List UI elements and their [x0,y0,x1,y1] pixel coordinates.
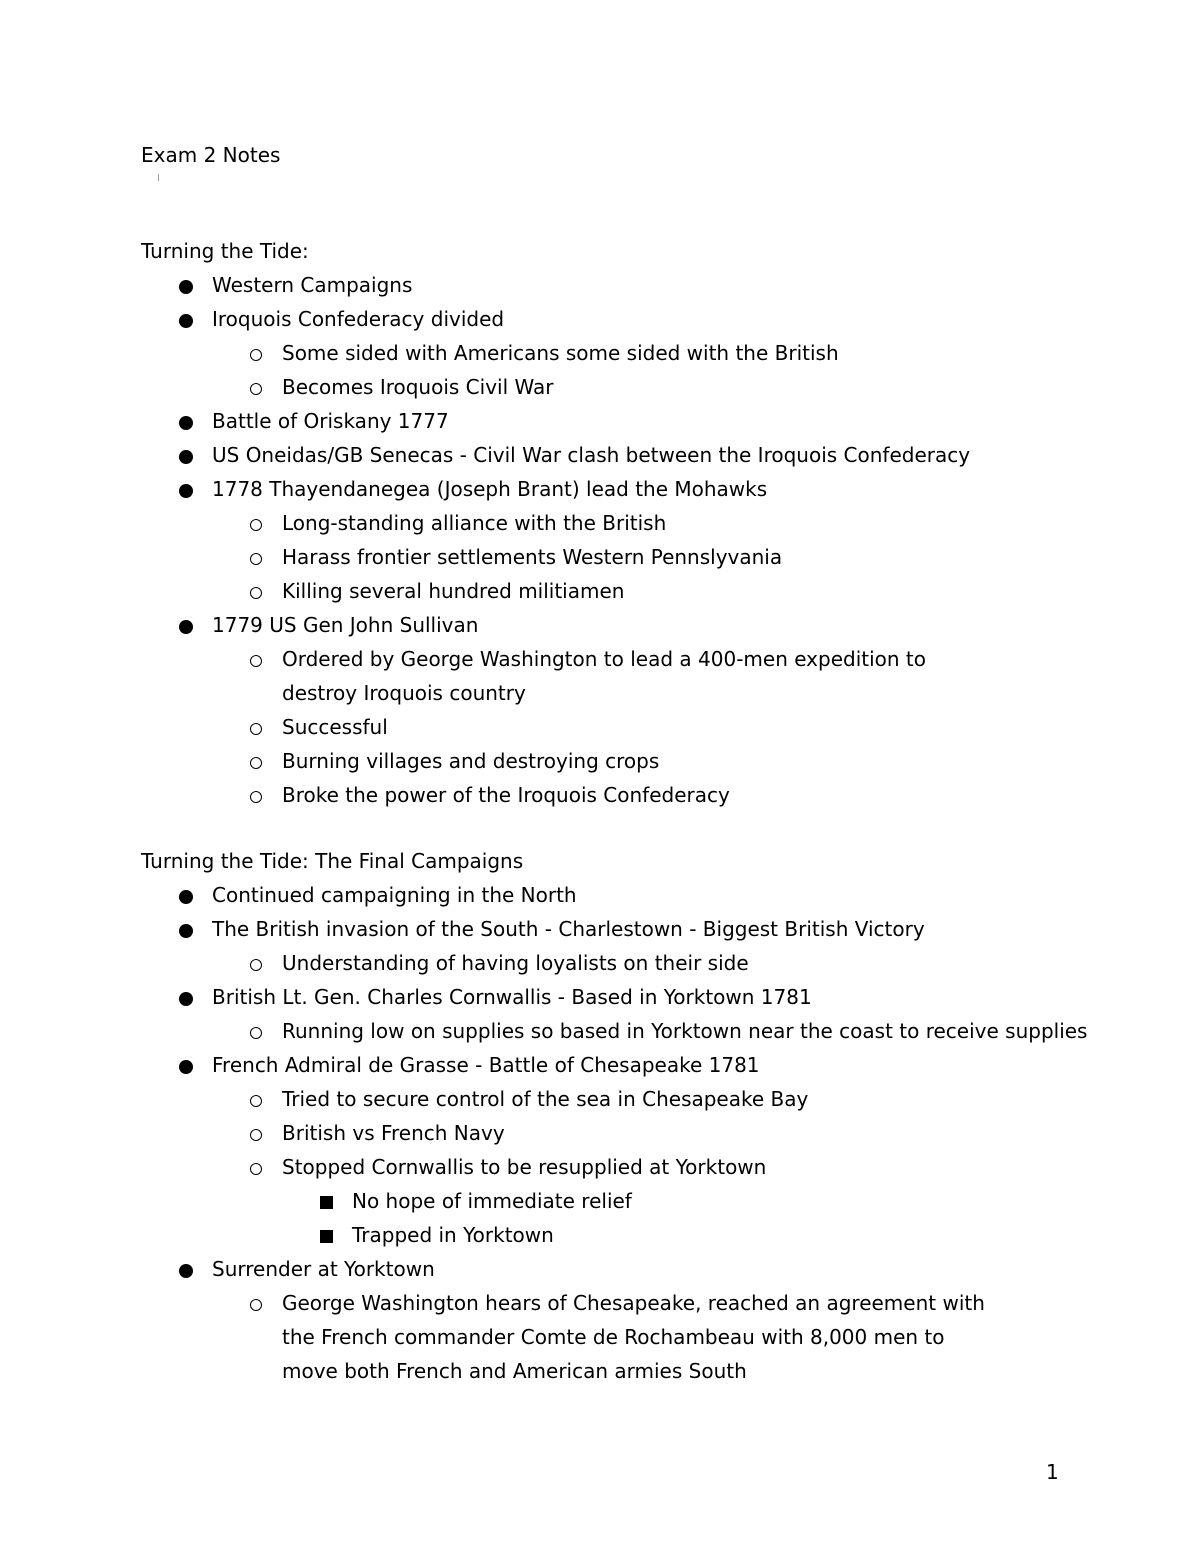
square-bullet-icon [318,1184,334,1218]
sub-list-item [141,642,1101,710]
sub-list-item [141,1116,1101,1150]
filled-bullet-icon [178,608,194,642]
list-item-text: The British invasion of the South - Charlestown - Biggest British Victory [212,917,925,941]
list-item [141,980,1101,1014]
list-item [141,438,1101,472]
hollow-bullet-icon [248,1286,264,1320]
list-item [141,1048,1101,1082]
sub-list-item [141,1014,1101,1048]
list-item [141,268,1101,302]
list-item-text: Stopped Cornwallis to be resupplied at Yorktown [282,1155,767,1179]
list-item-text: Tried to secure control of the sea in Chesapeake Bay [282,1087,809,1111]
hollow-bullet-icon [248,1082,264,1116]
filled-bullet-icon [178,438,194,472]
sub-list-item [141,540,1101,574]
section-heading: Turning the Tide: The Final Campaigns [141,849,524,873]
list-item-text: Understanding of having loyalists on their side [282,951,749,975]
hollow-bullet-icon [248,1116,264,1150]
sub-list-item [141,506,1101,540]
sub-list-item [141,336,1101,370]
sub-list-item [141,946,1101,980]
list-item [141,472,1101,506]
bullet-list [141,878,1101,1388]
list-item [141,878,1101,912]
list-item-text: Ordered by George Washington to lead a 400-men expedition to destroy Iroquois country [282,647,927,705]
hollow-bullet-icon [248,540,264,574]
list-item-text: Successful [282,715,388,739]
filled-bullet-icon [178,1252,194,1286]
sub-sub-list-item [141,1184,1101,1218]
list-item-text: Battle of Oriskany 1777 [212,409,449,433]
list-item-text: 1779 US Gen John Sullivan [212,613,479,637]
list-item [141,912,1101,946]
hollow-bullet-icon [248,710,264,744]
square-bullet-icon [318,1218,334,1252]
hollow-bullet-icon [248,642,264,676]
page-number: 1 [1046,1460,1059,1484]
filled-bullet-icon [178,980,194,1014]
list-item-text: French Admiral de Grasse - Battle of Chesapeake 1781 [212,1053,760,1077]
sub-list-item [141,744,1101,778]
page-title: Exam 2 Notes [141,143,281,167]
list-item-text: Becomes Iroquois Civil War [282,375,554,399]
hollow-bullet-icon [248,778,264,812]
section-turning-the-tide [141,234,1101,812]
hollow-bullet-icon [248,1014,264,1048]
filled-bullet-icon [178,302,194,336]
list-item-text: Harass frontier settlements Western Pennslyvania [282,545,783,569]
sub-list-item [141,1150,1101,1184]
list-item-text: Long-standing alliance with the British [282,511,667,535]
list-item-text: George Washington hears of Chesapeake, reached an agreement with the French commander Comte de Rochambeau with 8,000 men to move both French and American armies South [282,1291,985,1383]
sub-list-item [141,1286,1101,1388]
section-final-campaigns [141,844,1101,1388]
filled-bullet-icon [178,268,194,302]
list-item-text: Burning villages and destroying crops [282,749,660,773]
filled-bullet-icon [178,404,194,438]
filled-bullet-icon [178,912,194,946]
hollow-bullet-icon [248,1150,264,1184]
sub-list-item [141,574,1101,608]
list-item-text: Trapped in Yorktown [352,1223,554,1247]
list-item-text: US Oneidas/GB Senecas - Civil War clash between the Iroquois Confederacy [212,443,971,467]
filled-bullet-icon [178,472,194,506]
filled-bullet-icon [178,1048,194,1082]
sub-sub-list-item [141,1218,1101,1252]
hollow-bullet-icon [248,744,264,778]
hollow-bullet-icon [248,336,264,370]
sub-list-item [141,370,1101,404]
list-item [141,1252,1101,1286]
list-item-text: Some sided with Americans some sided with the British [282,341,839,365]
list-item-text: Iroquois Confederacy divided [212,307,505,331]
hollow-bullet-icon [248,506,264,540]
list-item-text: British vs French Navy [282,1121,505,1145]
filled-bullet-icon [178,878,194,912]
text-cursor-mark [158,174,159,181]
hollow-bullet-icon [248,946,264,980]
list-item-text: 1778 Thayendanegea (Joseph Brant) lead the Mohawks [212,477,768,501]
list-item-text: Western Campaigns [212,273,413,297]
bullet-list [141,268,1101,812]
hollow-bullet-icon [248,574,264,608]
list-item-text: British Lt. Gen. Charles Cornwallis - Based in Yorktown 1781 [212,985,812,1009]
list-item-text: Broke the power of the Iroquois Confederacy [282,783,730,807]
sub-list-item [141,778,1101,812]
list-item [141,404,1101,438]
sub-list-item [141,1082,1101,1116]
section-heading: Turning the Tide: [141,239,309,263]
list-item [141,302,1101,336]
list-item [141,608,1101,642]
list-item-text: Continued campaigning in the North [212,883,577,907]
hollow-bullet-icon [248,370,264,404]
list-item-text: No hope of immediate relief [352,1189,632,1213]
sub-list-item [141,710,1101,744]
list-item-text: Killing several hundred militiamen [282,579,625,603]
list-item-text: Running low on supplies so based in Yorktown near the coast to receive supplies [282,1019,1088,1043]
list-item-text: Surrender at Yorktown [212,1257,435,1281]
